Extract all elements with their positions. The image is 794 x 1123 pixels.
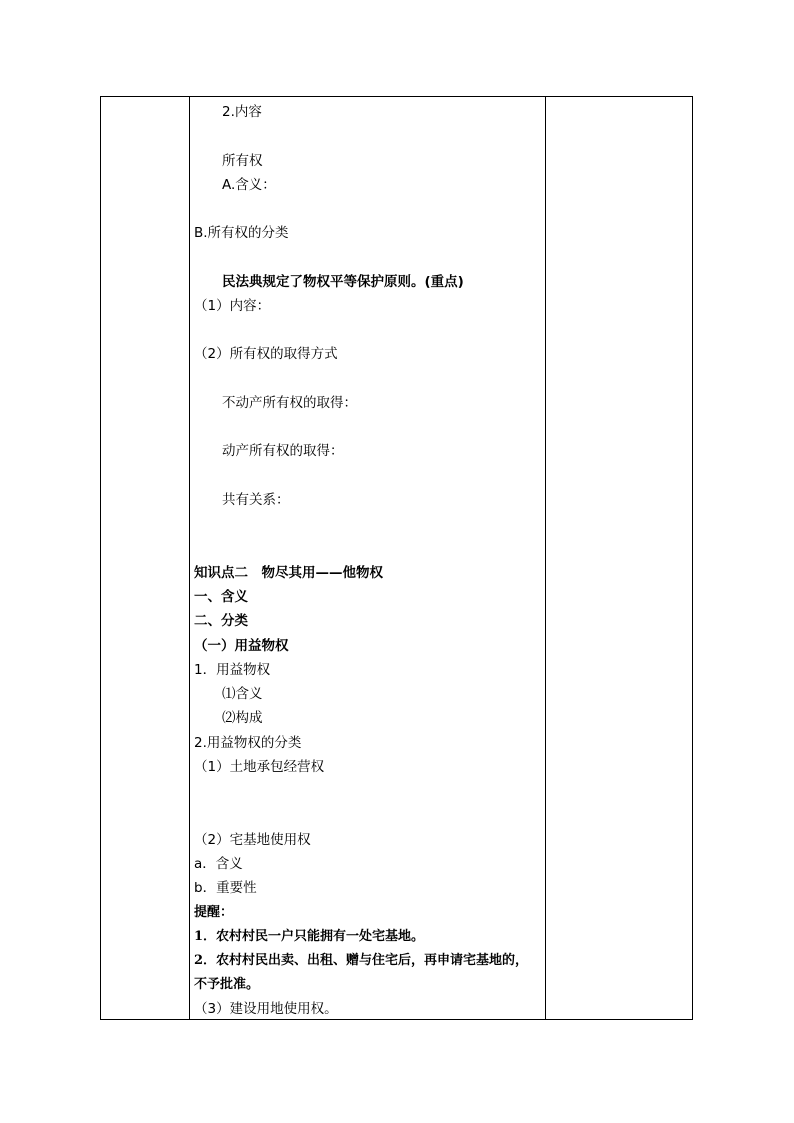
principle-content: （1）内容： bbox=[194, 298, 271, 314]
usufruct-types: 2.用益物权的分类 bbox=[194, 735, 302, 751]
usufruct-item: 1．用益物权 bbox=[194, 662, 271, 678]
heading-meaning: 一、含义 bbox=[194, 589, 248, 605]
column-divider-right bbox=[545, 97, 546, 1019]
homestead-importance: b．重要性 bbox=[194, 880, 257, 896]
content-cell bbox=[190, 97, 545, 1019]
land-contract-right: （1）土地承包经营权 bbox=[194, 759, 325, 775]
homestead-meaning: a．含义 bbox=[194, 856, 243, 872]
ownership-meaning: A.含义： bbox=[222, 177, 276, 193]
homestead-right: （2）宅基地使用权 bbox=[194, 832, 311, 848]
reminder-two-continued: 不予批准。 bbox=[194, 977, 260, 992]
construction-land-right: （3）建设用地使用权。 bbox=[194, 1001, 338, 1017]
ownership-heading: 所有权 bbox=[222, 153, 263, 169]
ownership-classification: B.所有权的分类 bbox=[194, 225, 289, 241]
section-content-heading: 2.内容 bbox=[222, 104, 262, 120]
document-table bbox=[100, 96, 693, 1020]
immovable-acquisition: 不动产所有权的取得： bbox=[222, 395, 357, 411]
acquisition-methods: （2）所有权的取得方式 bbox=[194, 346, 338, 362]
reminder-label: 提醒： bbox=[194, 905, 234, 920]
reminder-one: 1．农村村民一户只能拥有一处宅基地。 bbox=[194, 929, 425, 944]
equal-protection-principle: 民法典规定了物权平等保护原则。(重点) bbox=[222, 274, 464, 290]
knowledge-point-two: 知识点二 物尽其用——他物权 bbox=[194, 565, 383, 581]
usufruct-heading: （一）用益物权 bbox=[194, 638, 289, 654]
heading-classification: 二、分类 bbox=[194, 613, 248, 629]
co-ownership: 共有关系： bbox=[222, 492, 290, 508]
usufruct-composition: ⑵构成 bbox=[222, 710, 263, 726]
usufruct-meaning: ⑴含义 bbox=[222, 686, 263, 702]
reminder-two: 2．农村村民出卖、出租、赠与住宅后，再申请宅基地的， bbox=[194, 953, 529, 968]
movable-acquisition: 动产所有权的取得： bbox=[222, 443, 344, 459]
